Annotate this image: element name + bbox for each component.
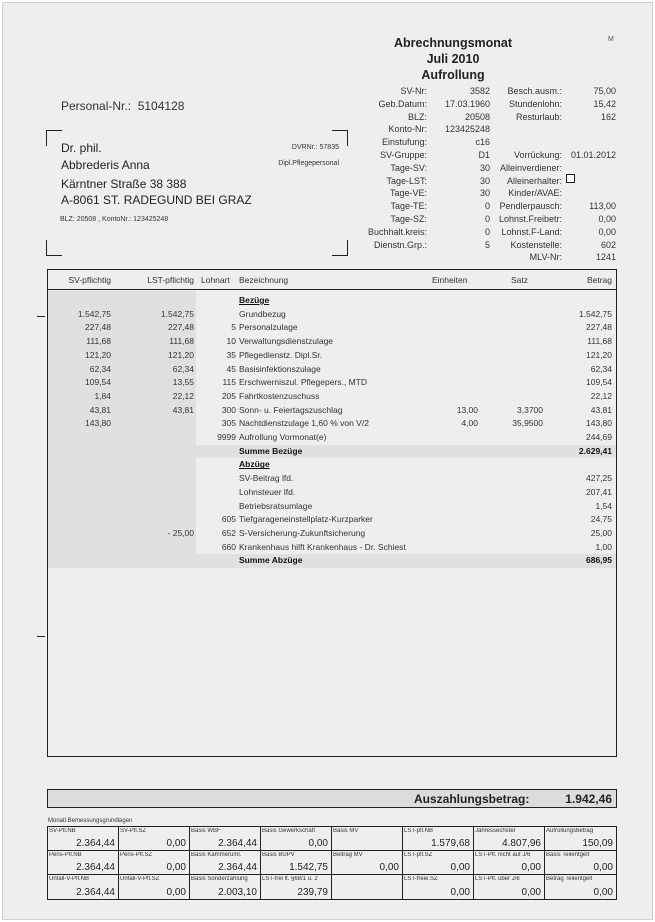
payout-bar (47, 789, 617, 808)
summe-bezuege-label: Summe Bezüge (239, 445, 303, 456)
summe-bezuege-value: 2.629,41 (578, 445, 612, 456)
basis-cell (545, 827, 616, 851)
col-bezeichnung: Bezeichnung (239, 275, 289, 285)
basis-cell-label: Betrag Teilentgelt (546, 876, 593, 882)
col-betrag: Betrag (586, 275, 612, 285)
basis-cell-label: Pens-Pfl.NB (49, 852, 82, 858)
table-row (48, 404, 616, 418)
basis-cell (261, 851, 332, 875)
basis-cell-value: 0,00 (450, 887, 470, 898)
employee-group: Dipl.Pflegepersonal (278, 160, 339, 167)
basis-cell-label: Basis Kammeruml. (191, 852, 242, 858)
bezeichnung-value: Tiefgarageneinstellplatz-Kurzparker (239, 514, 373, 525)
satz-value: 3,3700 (517, 404, 543, 415)
betrag-value: 25,00 (590, 527, 612, 538)
info-value: 0 (484, 214, 490, 224)
lohnart-value: 300 (221, 404, 236, 415)
basis-cell-value: 0,00 (450, 862, 470, 873)
betrag-value: 143,80 (586, 418, 612, 429)
rollup-label: Aufrollung (421, 68, 485, 82)
info-value: 0,00 (598, 226, 616, 237)
info-value: 0,00 (598, 214, 616, 224)
basis-cell-value: 0,00 (593, 887, 613, 898)
lohnart-value: 9999 (217, 432, 236, 442)
basis-cell-value: 0,00 (521, 862, 541, 873)
info-label: Stundenlohn: (508, 98, 562, 109)
basis-cell-label: Aufrollungsbetrag (546, 828, 594, 834)
info-value: 113,00 (589, 201, 616, 212)
basis-cell-value: 0,00 (521, 887, 541, 898)
personal-nr (61, 99, 184, 113)
personal-nr-label: Personal-Nr.: (61, 99, 132, 113)
basis-grid (47, 826, 617, 900)
basis-cell-label: SV-Pfl.SZ (120, 828, 147, 834)
info-value: 5 (484, 239, 490, 250)
info-label: Vorrückung: (513, 150, 562, 160)
basis-cell-label: LST-pfl.NB (404, 828, 434, 834)
basis-cell-label: Basis Sonderzahlung (191, 876, 248, 882)
bezeichnung-value: Pflegedienstz. Dipl.Sr. (239, 349, 323, 360)
sv-value: 43,81 (89, 404, 111, 415)
betrag-value: 43,81 (590, 404, 612, 415)
lohnart-value: 305 (221, 418, 236, 429)
betrag-value: 111,68 (587, 336, 612, 347)
bezeichnung-value: Nachtdienstzulage 1,60 % von V/2 (239, 418, 369, 429)
basis-cell (545, 851, 616, 875)
basis-cell (474, 875, 545, 899)
bezeichnung-value: Grundbezug (239, 308, 286, 319)
table-row (48, 541, 616, 555)
betrag-value: 24,75 (590, 514, 612, 525)
info-label: Dienstn.Grp.: (373, 239, 427, 250)
info-label: Tage-SZ: (390, 214, 427, 224)
bezeichnung-value: Basisinfektionszulage (239, 363, 321, 374)
table-row (48, 308, 616, 322)
lohnart-value: 205 (221, 390, 236, 401)
lst-value: 13,55 (172, 377, 194, 388)
info-label: Tage-SV: (390, 162, 427, 173)
basis-cell-label: Basis Teilentgelt (546, 852, 590, 858)
basis-cell-label: LST-freie.SZ (404, 876, 438, 882)
basis-cell (190, 851, 261, 875)
employee-city: A-8061 ST. RADEGUND BEI GRAZ (61, 193, 252, 207)
info-label: Kinder/AVAE: (508, 188, 562, 199)
betrag-value: 1.542,75 (578, 308, 612, 319)
billing-month-value: Juli 2010 (426, 52, 480, 66)
sv-value: 1,84 (94, 390, 111, 401)
info-label: Konto-Nr: (388, 124, 427, 135)
table-row (48, 527, 616, 541)
basis-cell-label: LST-frei lt. §68/1 u. 2 (262, 876, 318, 882)
basis-cell (332, 827, 403, 851)
info-label: Lohnst.F-Land: (501, 226, 562, 237)
info-label: SV-Gruppe: (379, 150, 427, 160)
sv-value: 1.542,75 (77, 308, 111, 319)
info-label: Buchhalt.kreis: (367, 226, 427, 237)
betrag-value: 427,25 (586, 473, 612, 484)
table-row (48, 363, 616, 377)
table-row (48, 417, 616, 431)
einheiten-value: 13,00 (456, 404, 478, 415)
basis-cell (48, 875, 119, 899)
billing-month-label: Abrechnungsmonat (393, 36, 513, 50)
table-row (48, 500, 616, 514)
summe-abzuege-label: Summe Abzüge (239, 555, 303, 566)
address-corner-tl (46, 130, 62, 146)
info-value: D1 (478, 150, 490, 160)
lohnart-value: 35 (226, 349, 236, 360)
satz-value: 35,9500 (512, 418, 543, 429)
basis-cell (48, 827, 119, 851)
basis-cell-value: 239,79 (297, 887, 328, 898)
basis-title: Monatl.Bemessungsgrundlagen (48, 818, 133, 824)
basis-cell (119, 851, 190, 875)
basis-cell-label: Basis WBF (191, 828, 221, 834)
info-label: SV-Nr: (400, 86, 427, 96)
basis-cell (474, 851, 545, 875)
basis-cell (190, 827, 261, 851)
basis-cell-label: Beitrag MV (333, 852, 363, 858)
lohnart-value: 5 (231, 322, 236, 333)
basis-cell-value: 0,00 (379, 862, 399, 873)
basis-cell-label: Unfall-V-Pfl.NB (49, 876, 90, 882)
table-row (48, 390, 616, 404)
basis-cell-value: 0,00 (308, 838, 328, 849)
bezeichnung-value: Lohnsteuer lfd. (239, 486, 296, 497)
address-corner-br (332, 240, 348, 256)
basis-cell-value: 2.364,44 (76, 838, 115, 849)
lst-value: 1.542,75 (160, 308, 194, 319)
table-row (48, 335, 616, 349)
table-row (48, 376, 616, 390)
basis-cell (261, 827, 332, 851)
lohnart-value: 652 (221, 527, 236, 538)
lst-value: - 25,00 (167, 527, 194, 538)
col-satz: Satz (511, 275, 529, 285)
lst-value: 22,12 (172, 390, 194, 401)
basis-cell-value: 2.364,44 (218, 838, 257, 849)
basis-cell-label: LST-Pfl. nicht auf J/6 (475, 852, 531, 858)
info-value: 30 (479, 162, 490, 173)
info-label: Resturlaub: (515, 111, 562, 122)
info-value: 20508 (464, 111, 490, 122)
info-label: Kostenstelle: (510, 239, 562, 250)
info-label: MLV-Nr: (529, 252, 562, 263)
info-value: 3582 (469, 86, 490, 96)
betrag-value: 121,20 (586, 349, 612, 360)
bezeichnung-value: Sonn- u. Feiertagszuschlag (239, 404, 343, 415)
info-label: Tage-VE: (389, 188, 427, 199)
fold-mark-1 (37, 316, 45, 317)
bezeichnung-value: Verwaltungsdienstzulage (239, 336, 334, 347)
table-row (48, 472, 616, 486)
personal-nr-value: 5104128 (137, 99, 185, 113)
info-label: Pendlerpausch: (499, 201, 562, 212)
info-label: Tage-TE: (390, 201, 427, 212)
info-value: 162 (600, 111, 616, 122)
info-label: Einstufung: (381, 137, 427, 148)
basis-cell-label: Basis MV (333, 828, 359, 834)
info-value: c16 (475, 137, 490, 148)
bezeichnung-value: Betriebsratsumlage (239, 500, 313, 511)
col-sv: SV-pflichtig (68, 275, 111, 285)
table-row (48, 431, 616, 445)
lst-value: 111,68 (169, 336, 194, 347)
info-value: 30 (479, 188, 490, 199)
basis-cell-value: 2.003,10 (218, 887, 257, 898)
basis-cell-value: 2.364,44 (76, 862, 115, 873)
employee-name: Abbrederis Anna (61, 158, 150, 172)
summe-bezuege-row (48, 445, 616, 459)
table-row (48, 486, 616, 500)
basis-cell-value: 0,00 (166, 838, 186, 849)
bezeichnung-value: Krankenhaus hilft Krankenhaus - Dr. Schiest (239, 541, 406, 552)
basis-cell-value: 0,00 (166, 862, 186, 873)
basis-cell (332, 875, 403, 899)
payslip-page (2, 2, 653, 920)
betrag-value: 1,00 (595, 541, 612, 552)
basis-cell-value: 0,00 (166, 887, 186, 898)
basis-cell (119, 875, 190, 899)
payout-value: 1.942,46 (565, 792, 612, 806)
basis-cell-value: 2.364,44 (218, 862, 257, 873)
info-value: 1241 (595, 252, 616, 263)
info-value: 75,00 (593, 86, 616, 96)
bezuege-heading: Bezüge (239, 295, 270, 305)
betrag-value: 1,54 (595, 500, 612, 511)
payroll-table (47, 269, 617, 757)
info-value: 602 (600, 239, 616, 250)
basis-cell-label: Unfall-V-Pfl.SZ (120, 876, 160, 882)
basis-cell (403, 875, 474, 899)
lst-value: 62,34 (172, 363, 194, 374)
employee-bank: BLZ: 20508 , KontoNr.: 123425248 (60, 216, 169, 223)
bezeichnung-value: Aufrollung Vormonat(e) (239, 432, 327, 442)
table-row (48, 321, 616, 335)
sv-value: 109,54 (85, 377, 111, 388)
col-lohnart: Lohnart (201, 275, 230, 285)
summe-abzuege-row (48, 554, 616, 568)
basis-cell (403, 851, 474, 875)
info-label: Geb.Datum: (378, 98, 427, 109)
payout-label: Auszahlungsbetrag: (414, 792, 530, 806)
address-corner-bl (46, 240, 62, 256)
basis-cell (119, 827, 190, 851)
basis-cell (48, 851, 119, 875)
basis-cell-label: Pens-Pfl.SZ (120, 852, 153, 858)
basis-cell-label: Jahressechstel (475, 828, 516, 834)
lohnart-value: 660 (221, 541, 236, 552)
basis-cell (190, 875, 261, 899)
bezeichnung-value: Fahrtkostenzuschuss (239, 390, 320, 401)
info-value: 01.01.2012 (570, 150, 616, 160)
bezeichnung-value: Erschwerniszul. Pflegepers., MTD (239, 377, 368, 388)
bezuege-heading-row (48, 294, 616, 308)
m-mark: M (608, 36, 614, 43)
info-label: Alleinverdiener: (499, 162, 562, 173)
abzuege-heading-row (48, 458, 616, 472)
sv-value: 62,34 (89, 363, 111, 374)
info-value: 123425248 (444, 124, 490, 135)
abzuege-heading: Abzüge (239, 459, 270, 470)
betrag-value: 207,41 (586, 486, 612, 497)
sv-value: 227,48 (85, 322, 111, 333)
sv-value: 121,20 (85, 349, 111, 360)
info-value: 0 (484, 201, 490, 212)
basis-cell (261, 875, 332, 899)
employee-title: Dr. phil. (61, 141, 102, 155)
lst-value: 121,20 (168, 349, 194, 360)
col-lst: LST-pflichtig (147, 275, 194, 285)
lohnart-value: 45 (226, 363, 236, 374)
basis-cell-label: LST-pfl.SZ (404, 852, 433, 858)
lohnart-value: 10 (226, 336, 236, 347)
basis-cell (545, 875, 616, 899)
table-row (48, 513, 616, 527)
dvr-number: DVRNr.: 57835 (291, 144, 339, 151)
info-label: Tage-LST: (386, 175, 427, 186)
basis-cell (332, 851, 403, 875)
fold-mark-2 (37, 636, 45, 637)
bezeichnung-value: SV-Beitrag lfd. (239, 473, 294, 484)
col-einheiten: Einheiten (432, 275, 468, 285)
einheiten-value: 4,00 (461, 418, 478, 429)
info-label: Besch.ausm.: (507, 86, 562, 96)
lohnart-value: 115 (222, 377, 236, 388)
betrag-value: 244,69 (586, 432, 612, 442)
basis-cell (474, 827, 545, 851)
lst-value: 227,48 (168, 322, 194, 333)
sv-value: 143,80 (85, 418, 111, 429)
basis-cell (403, 827, 474, 851)
basis-cell-value: 0,00 (593, 862, 613, 873)
basis-cell-label: Basis Gewerkschaft (262, 828, 316, 834)
betrag-value: 109,54 (586, 377, 612, 388)
info-value: 0 (484, 226, 490, 237)
info-value: 30 (479, 175, 490, 186)
betrag-value: 62,34 (590, 363, 612, 374)
basis-cell-value: 4.807,96 (502, 838, 541, 849)
employee-street: Kärntner Straße 38 388 (61, 177, 187, 191)
betrag-value: 227,48 (586, 322, 612, 333)
table-row (48, 349, 616, 363)
summe-abzuege-value: 686,95 (586, 555, 612, 566)
sv-value: 111,68 (86, 336, 111, 347)
info-label: Alleinerhalter: (506, 175, 562, 186)
basis-cell-value: 1.579,68 (431, 838, 470, 849)
basis-cell-value: 2.364,44 (76, 887, 115, 898)
alleinerhalter-checkbox[interactable] (566, 174, 575, 183)
table-header (48, 270, 616, 290)
basis-cell-value: 150,09 (582, 838, 613, 849)
info-value: 17.03.1960 (444, 98, 490, 109)
basis-cell-label: SV-Pfl.NB (49, 828, 76, 834)
basis-cell-label: LST-Pfl. über J/6 (475, 876, 520, 882)
bezeichnung-value: S-Versicherung-Zukunftsicherung (239, 527, 366, 538)
betrag-value: 22,12 (590, 390, 612, 401)
basis-cell-label: Basis BUPV (262, 852, 295, 858)
lohnart-value: 605 (221, 514, 236, 525)
info-label: BLZ: (407, 111, 427, 122)
info-label: Lohnst.Freibetr: (498, 214, 562, 224)
info-value: 15,42 (593, 98, 616, 109)
lst-value: 43,81 (172, 404, 194, 415)
basis-cell-value: 1.542,75 (289, 862, 328, 873)
bezeichnung-value: Personalzulage (239, 322, 298, 333)
